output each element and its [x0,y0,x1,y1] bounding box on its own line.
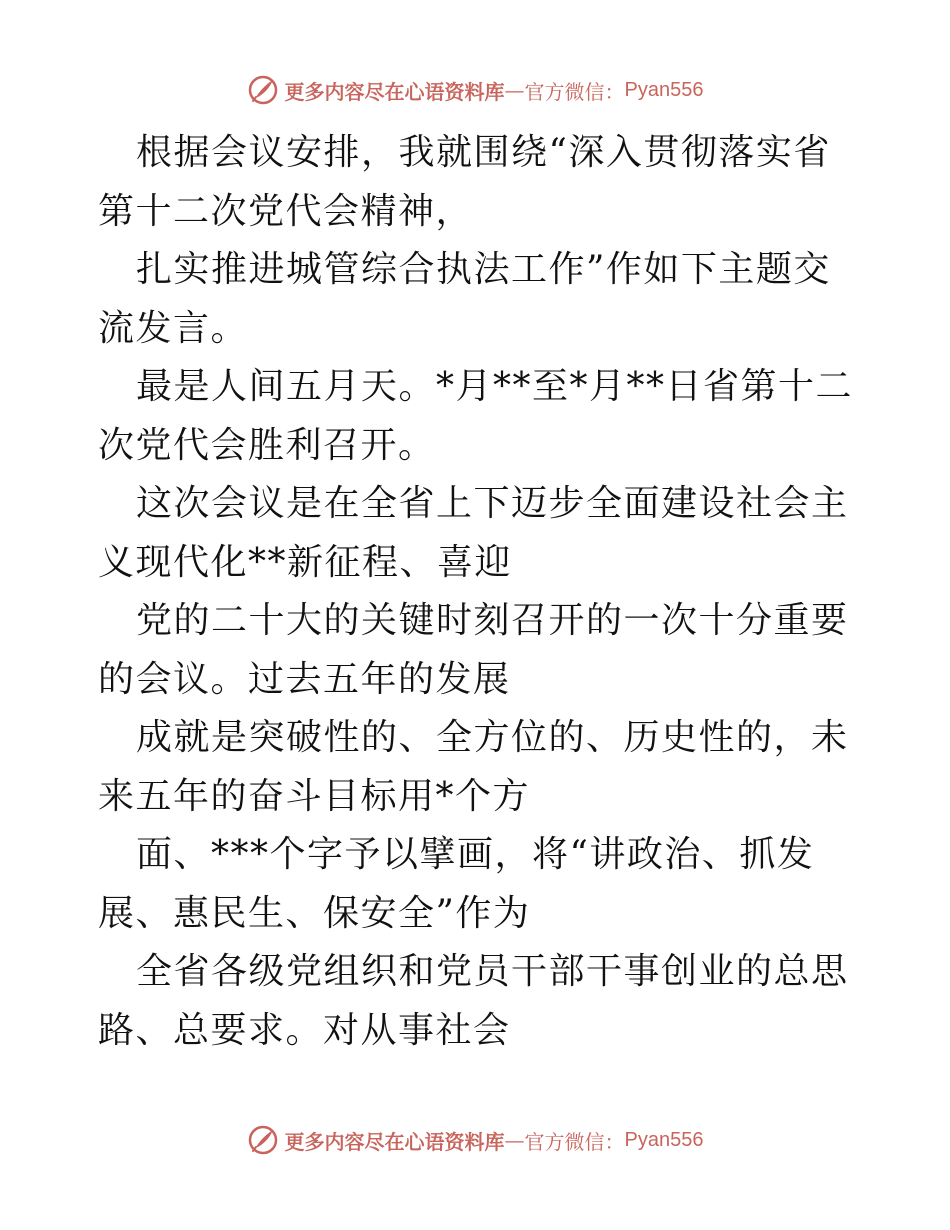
watermark-wechat-label: 官方微信： [524,79,625,104]
body-text [98,124,854,1060]
watermark-site-text: 更多内容尽在心语资料库 [284,79,505,104]
paragraph: 根据会议安排，我就围绕“深入贯彻落实省第十二次党代会精神， [98,132,831,232]
paragraph: 面、***个字予以擘画，将“讲政治、抓发展、惠民生、保安全”作为 [98,834,815,934]
watermark-wechat-label: 官方微信： [524,1129,625,1154]
paragraph: 全省各级党组织和党员干部干事创业的总思路、总要求。对从事社会 [98,951,849,1051]
paragraph: 这次会议是在全省上下迈步全面建设社会主义现代化**新征程、喜迎 [98,483,849,583]
watermark-dash: — [504,1128,525,1152]
feather-pen-circle-icon [247,1124,279,1156]
paragraph: 扎实推进城管综合执法工作”作如下主题交流发言。 [98,249,831,349]
watermark-dash: — [504,78,525,102]
footer-watermark [0,1120,950,1160]
paragraph: 最是人间五月天。*月**至*月**日省第十二次党代会胜利召开。 [98,366,854,466]
header-watermark [0,70,950,110]
paragraph: 成就是突破性的、全方位的、历史性的，未来五年的奋斗目标用*个方 [98,717,849,817]
watermark-wechat-id: Pyan556 [624,1128,704,1151]
watermark-wechat-id: Pyan556 [624,78,704,101]
feather-pen-circle-icon [247,74,279,106]
watermark-site-text: 更多内容尽在心语资料库 [284,1129,505,1154]
paragraph: 党的二十大的关键时刻召开的一次十分重要的会议。过去五年的发展 [98,600,849,700]
